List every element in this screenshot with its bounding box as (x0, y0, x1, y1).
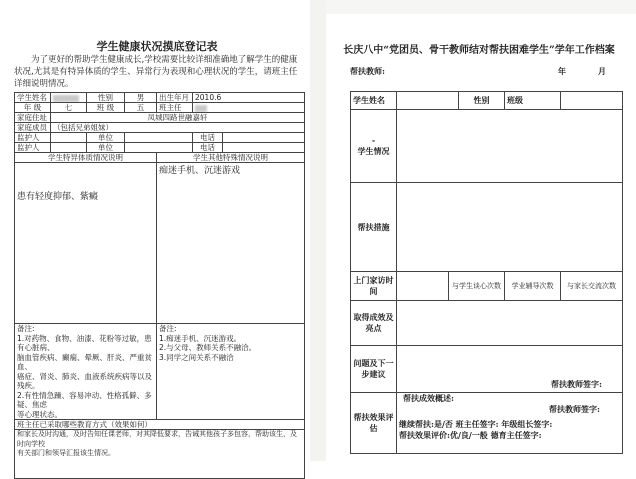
label-tutoring-count: 学业辅导次数 (505, 272, 561, 301)
label-unit-2: 单位 (87, 143, 125, 153)
health-note: 患有轻度抑郁、紫癜 (17, 192, 99, 202)
assistance-archive-form (326, 14, 632, 461)
remark-left-3: 癌症、肾炎、肺炎、血液系统疾病等以及残疾。 (17, 371, 152, 390)
value-guardian-2 (51, 143, 87, 153)
remark-right-2: 2.与父母、教师关系不融洽。 (159, 343, 257, 352)
measures-line-1: 和家长及时沟通，及时告知任课老师，对其降低要求，告诫其他孩子多包容，帮助该生，及时向学校 (17, 430, 297, 448)
measures-cell (15, 430, 305, 479)
label-student-situation (351, 110, 397, 183)
signature-label-1: 帮扶教师签字: (551, 379, 602, 389)
label-student-name: 学生姓名 (351, 92, 397, 110)
student-situation-text: 学生情况 (357, 146, 390, 156)
other-note: 痴迷手机、沉迷游戏 (159, 166, 241, 176)
result-eval-cell (397, 393, 623, 454)
label-parent-contact: 与家长交流次数 (561, 272, 623, 301)
continue-line: 继续帮扶:是/否 班主任签字: 年级组长签字: (399, 419, 553, 429)
measures-line-2: 有关部门和领导汇报该生情况。 (17, 449, 115, 457)
label-guardian-2: 监护人 (15, 143, 51, 153)
top-strip (326, 0, 636, 14)
remark-right-label: 备注: (159, 324, 177, 333)
health-survey-form (4, 0, 310, 461)
value-class (561, 92, 623, 110)
label-achievements: 取得成效及亮点 (351, 301, 397, 346)
summary-label: 帮扶成效概述: (403, 393, 454, 403)
label-birth: 出生年月 (157, 93, 193, 103)
value-unit-1 (125, 133, 193, 143)
remark-right-cell (157, 324, 305, 420)
label-student-name: 学生姓名 (15, 93, 51, 103)
label-head-teacher: 班主任 (157, 103, 193, 113)
measures-header: 班主任已采取哪些教育方式（效果如何） (15, 420, 305, 430)
value-measures (397, 183, 623, 272)
value-birth: 2010.6 (193, 93, 305, 103)
label-gender: 性别 (87, 93, 125, 103)
label-phone-1: 电话 (193, 133, 223, 143)
value-phone-2 (223, 143, 305, 153)
label-gender: 性别 (459, 92, 505, 110)
archive-title: 长庆八中“党团员、骨干教师结对帮扶困难学生”学年工作档案 (343, 45, 615, 56)
label-guardian-1: 监护人 (15, 133, 51, 143)
signature-cell-1 (397, 346, 623, 393)
header-special-health: 学生特异体质情况说明 (15, 153, 157, 163)
value-home-visit (397, 272, 449, 301)
label-address: 家庭住址 (15, 113, 51, 123)
remark-left-label: 备注: (17, 324, 35, 333)
label-measures: 帮扶措施 (351, 183, 397, 272)
value-family: （包括兄弟姐妹） (51, 123, 305, 133)
redacted-teacher (195, 105, 207, 112)
form-intro: 为了更好的帮助学生健康成长,学校需要比较详细准确地了解学生的健康状况,尤其是有特异体质的学生、异常行为表现和心理状况的学生，请班主任详细说明情况。 (14, 55, 298, 89)
page-gutter (310, 0, 326, 461)
archive-table (350, 91, 623, 454)
label-home-visit: 上门家访时间 (351, 272, 397, 301)
header-special-other: 学生其他特殊情况说明 (157, 153, 305, 163)
label-unit-1: 单位 (87, 133, 125, 143)
value-grade: 七 (51, 103, 87, 113)
value-unit-2 (125, 143, 193, 153)
label-result-eval: 帮扶效果评估 (351, 393, 397, 454)
value-guardian-1 (51, 133, 87, 143)
label-issues: 问题及下一步建议 (351, 346, 397, 393)
health-note-cell (15, 163, 157, 324)
other-note-cell (157, 163, 305, 324)
redacted-name (53, 95, 79, 102)
label-class: 班 级 (87, 103, 125, 113)
label-talk-count: 与学生谈心次数 (449, 272, 505, 301)
value-student-name (397, 92, 459, 110)
signature-label-2: 帮扶教师签字: (549, 404, 600, 414)
label-phone-2: 电话 (193, 143, 223, 153)
remark-left-4: 2.有性情急躁、容易冲动、性格孤僻、多疑、焦虑 (17, 390, 152, 409)
value-address: 凤城四路世融嘉轩 (51, 113, 305, 123)
remark-right-3: 3.同学之间关系不融洽 (159, 352, 234, 362)
remark-left-5: 等心理状态。 (17, 409, 62, 419)
remark-left-cell (15, 324, 157, 420)
form-title: 学生健康状况摸底登记表 (96, 40, 218, 53)
remark-left-2: 脑血管疾病、癫痫、晕厥、肝炎、严重贫血、 (17, 352, 152, 371)
remark-left-1: 1.对药物、食物、油漆、花粉等过敏，患有心脏病、 (17, 333, 152, 352)
value-student-situation (397, 110, 623, 183)
value-phone-1 (223, 133, 305, 143)
evaluation-line: 帮扶效果评价:优/良/一般 德育主任签字: (399, 430, 542, 440)
year-label: 年 (558, 66, 566, 76)
label-family: 家庭成员 (15, 123, 51, 133)
label-grade: 年 级 (15, 103, 51, 113)
value-head-teacher (193, 103, 305, 113)
value-class: 五 (125, 103, 157, 113)
tick-mark: - (371, 135, 376, 145)
health-table (14, 92, 305, 479)
assist-teacher-label: 帮扶教师: (350, 66, 385, 76)
value-gender: 男 (125, 93, 157, 103)
value-achievements (397, 301, 623, 346)
value-gender: 班级 (505, 92, 561, 110)
value-student-name (51, 93, 87, 103)
month-label: 月 (598, 66, 606, 76)
remark-right-1: 1.痴迷手机、沉迷游戏。 (159, 333, 242, 343)
